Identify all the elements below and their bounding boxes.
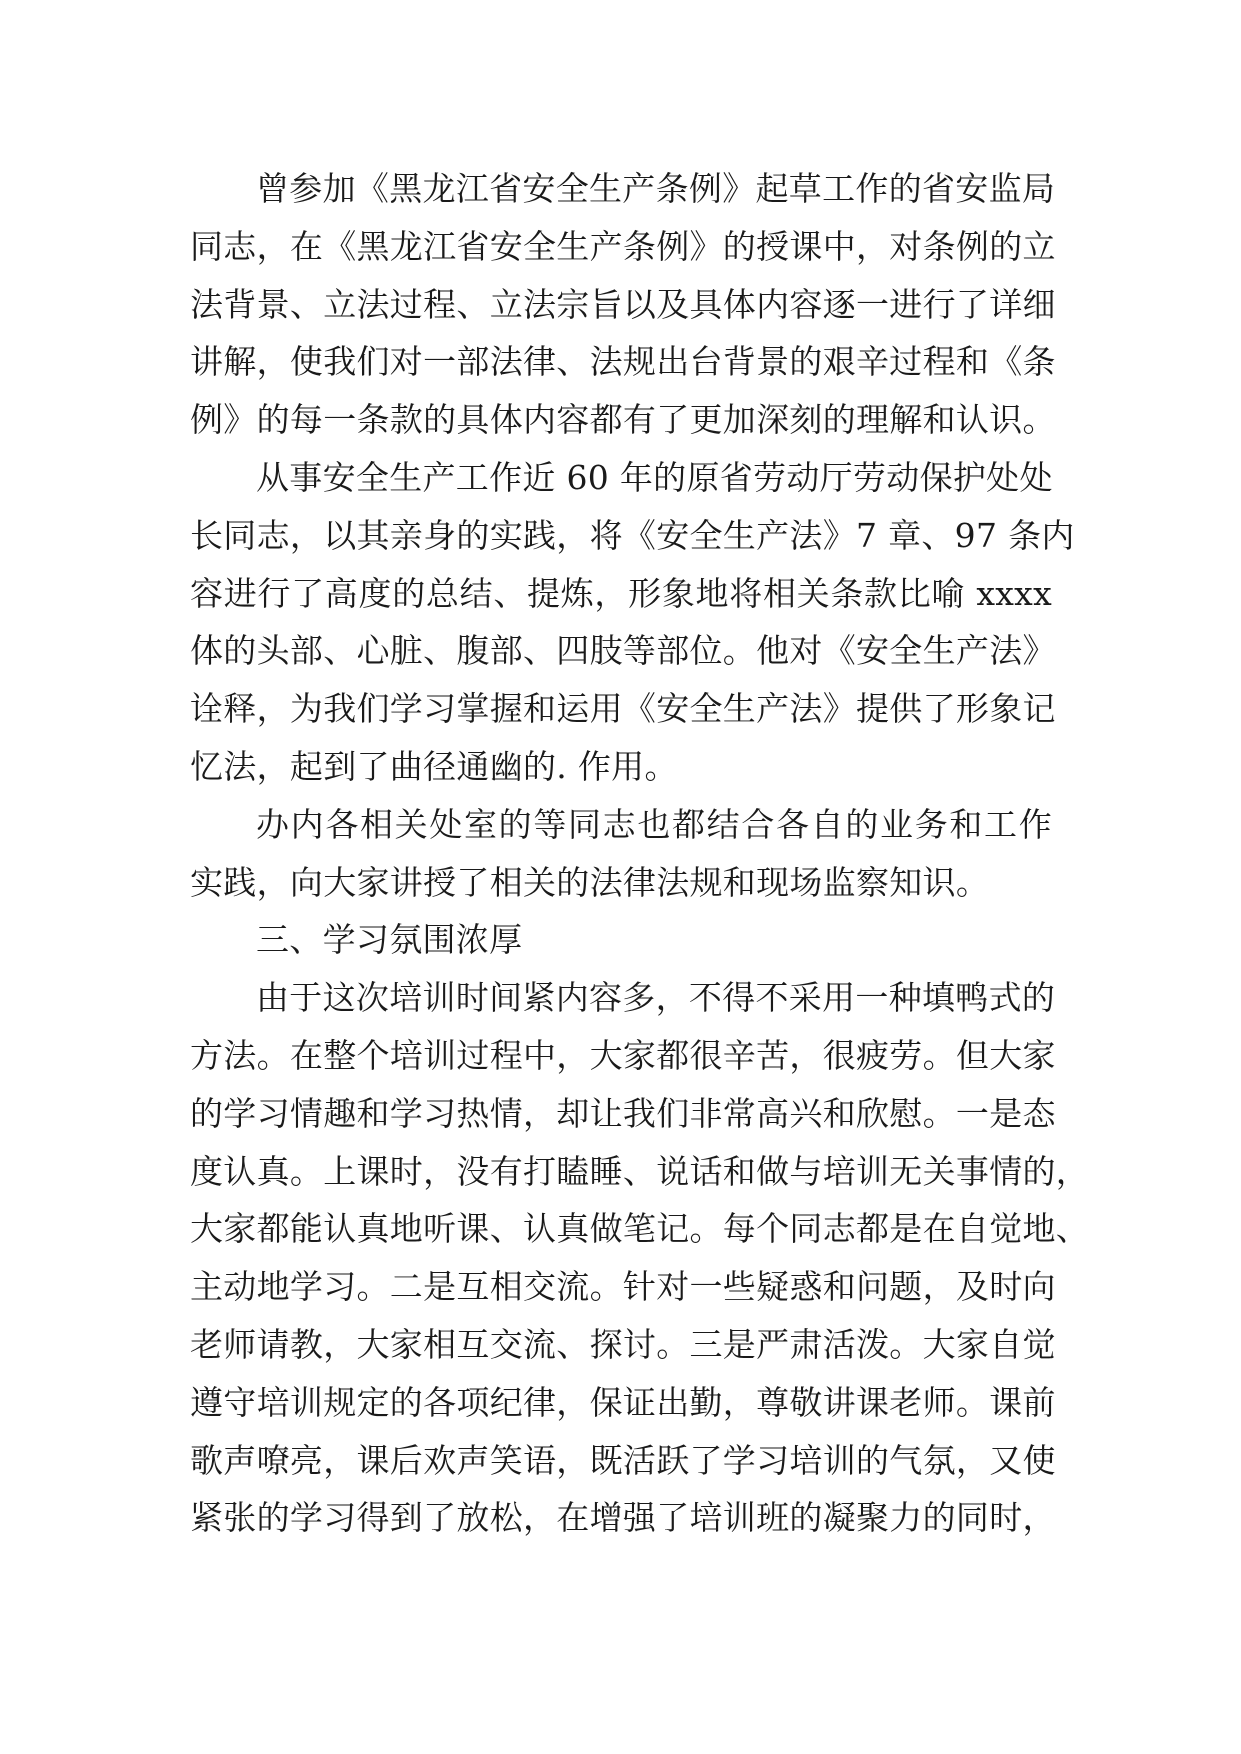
document-body (190, 160, 1090, 1547)
text-line: 紧张的学习得到了放松，在增强了培训班的凝聚力的同时， (190, 1498, 1056, 1538)
text-line: 由于这次培训时间紧内容多，不得不采用一种填鸭式的 (256, 978, 1056, 1018)
text-line: 大家都能认真地听课、认真做笔记。每个同志都是在自觉地、 (190, 1209, 1090, 1249)
text-line: 从事安全生产工作近 60 年的原省劳动厅劳动保护处处 (256, 457, 1053, 497)
text-line: 法背景、立法过程、立法宗旨以及具体内容逐一进行了详细 (190, 284, 1056, 324)
text-line: 度认真。上课时，没有打瞌睡、说话和做与培训无关事情的， (190, 1151, 1090, 1191)
text-line: 体的头部、心脏、腹部、四肢等部位。他对《安全生产法》 (190, 631, 1056, 671)
text-line: 歌声嘹亮，课后欢声笑语，既活跃了学习培训的气氛，又使 (190, 1440, 1056, 1480)
text-line: 例》的每一条款的具体内容都有了更加深刻的理解和认识。 (190, 400, 1056, 440)
text-line: 的学习情趣和学习热情，却让我们非常高兴和欣慰。一是态 (190, 1093, 1056, 1133)
text-line: 老师请教，大家相互交流、探讨。三是严肃活泼。大家自觉 (190, 1324, 1056, 1364)
text-line: 诠释，为我们学习掌握和运用《安全生产法》提供了形象记 (190, 689, 1056, 729)
text-line: 遵守培训规定的各项纪律，保证出勤，尊敬讲课老师。课前 (190, 1382, 1056, 1422)
text-line: 三、学习氛围浓厚 (256, 920, 523, 960)
text-line: 容进行了高度的总结、提炼，形象地将相关条款比喻 xxxx (190, 573, 1052, 613)
text-line: 忆法，起到了曲径通幽的. 作用。 (190, 746, 678, 786)
text-line: 同志，在《黑龙江省安全生产条例》的授课中，对条例的立 (190, 226, 1056, 266)
text-line: 实践，向大家讲授了相关的法律法规和现场监察知识。 (190, 862, 990, 902)
text-line: 主动地学习。二是互相交流。针对一些疑惑和问题，及时向 (190, 1267, 1056, 1307)
text-line: 曾参加《黑龙江省安全生产条例》起草工作的省安监局 (256, 169, 1056, 208)
text-line: 长同志，以其亲身的实践，将《安全生产法》7 章、97 条内 (190, 515, 1075, 555)
text-line: 方法。在整个培训过程中，大家都很辛苦，很疲劳。但大家 (190, 1035, 1056, 1075)
text-line: 办内各相关处室的等同志也都结合各自的业务和工作 (256, 804, 1052, 844)
text-line: 讲解，使我们对一部法律、法规出台背景的艰辛过程和《条 (190, 342, 1056, 382)
